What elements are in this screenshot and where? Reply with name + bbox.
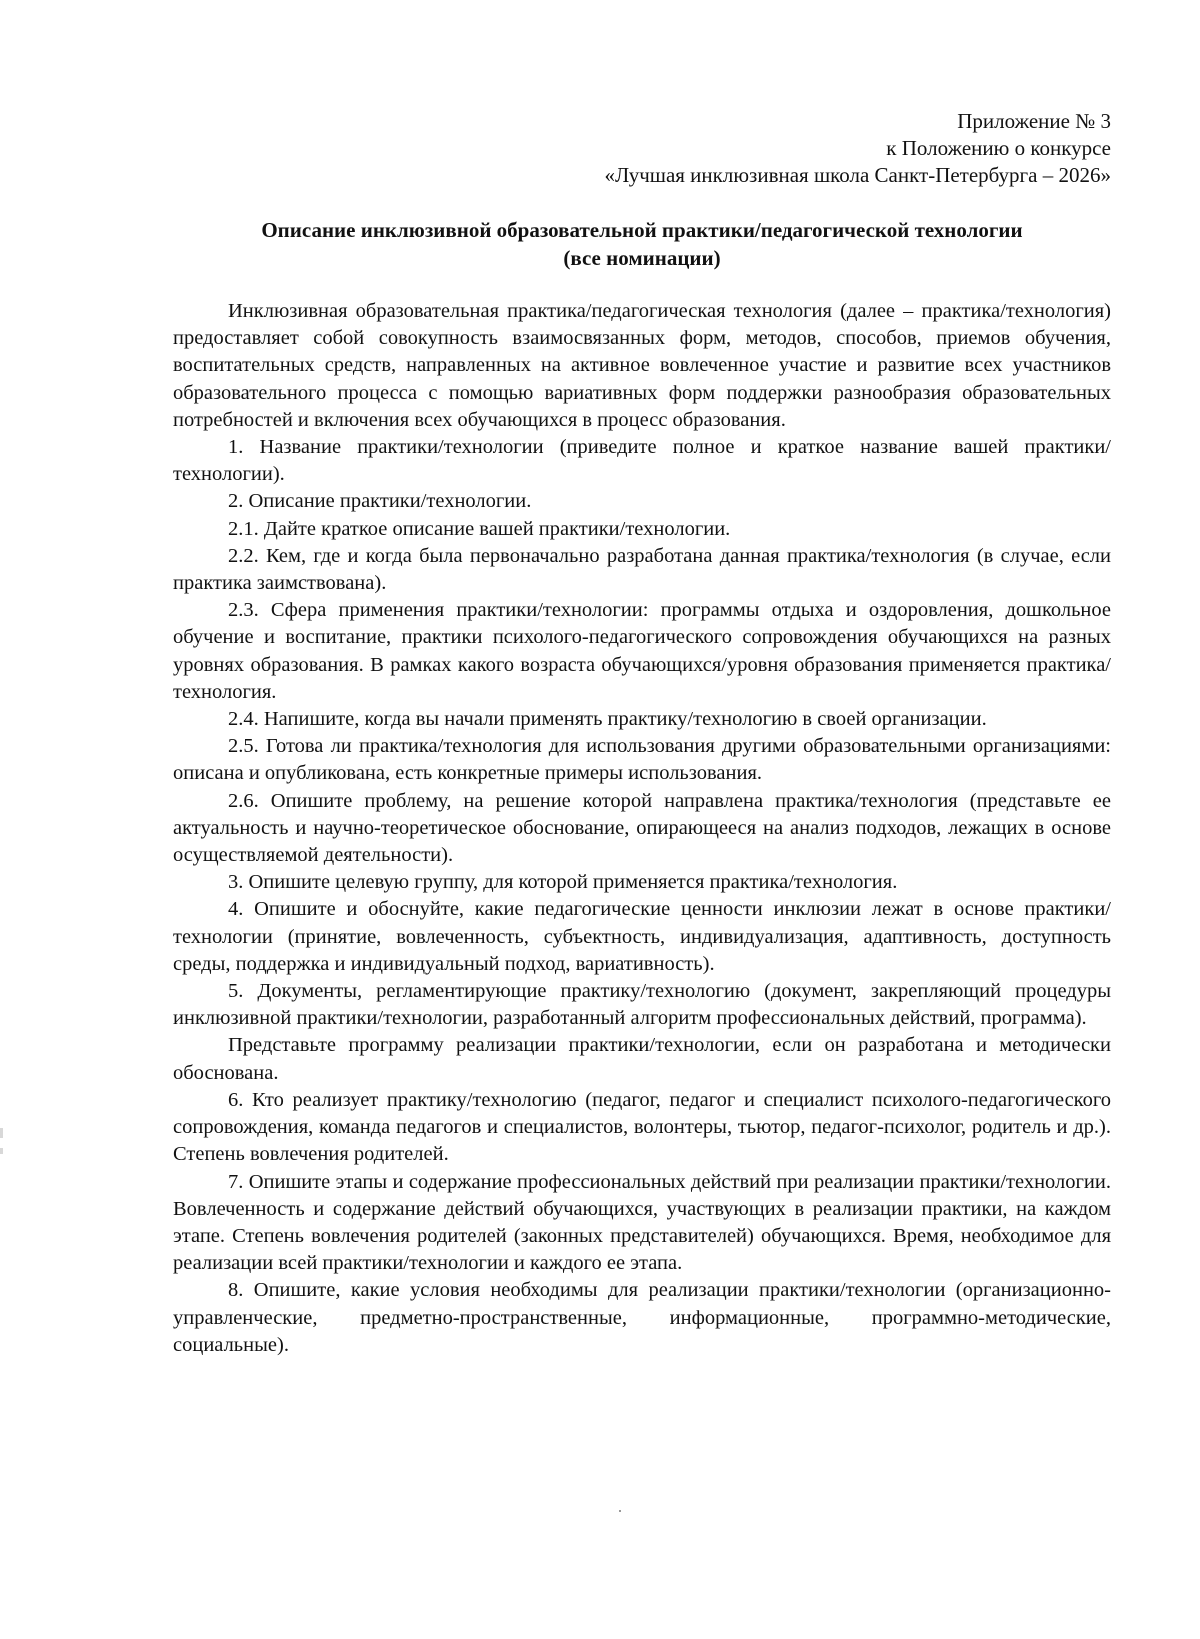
item-1-paragraph: 1. Название практики/технологии (приведите полное и краткое название вашей практики/технологии).	[173, 436, 1111, 486]
item-2-4-paragraph: 2.4. Напишите, когда вы начали применять практику/технологию в своей организации.	[228, 708, 987, 731]
scan-edge-mark	[0, 1128, 3, 1138]
item-2-paragraph: 2. Описание практики/технологии.	[228, 490, 532, 513]
item-2-6-paragraph: 2.6. Опишите проблему, на решение которой направлена практика/технология (представьте ее актуальность и научно-теоретическое обоснование, опирающееся на анализ подходов, лежащих в основе осуществляемой деятельности).	[173, 789, 1111, 867]
item-2-5-paragraph: 2.5. Готова ли практика/технология для использования другими образовательными организациями: описана и опубликована, есть конкретные примеры использования.	[173, 735, 1111, 785]
scan-dust	[619, 1510, 621, 1512]
intro-paragraph: Инклюзивная образовательная практика/педагогическая технология (далее – практика/технология) предоставляет собой совокупность взаимосвязанных форм, методов, способов, приемов обучения, воспитательных средств, направленных на активное вовлеченное участие и развитие всех участников образовательного процесса с помощью вариативных форм поддержки разнообразия образовательных потребностей и включения всех обучающихся в процесс образования.	[173, 300, 1111, 431]
item-3-paragraph: 3. Опишите целевую группу, для которой применяется практика/технология.	[228, 871, 898, 894]
appendix-number: Приложение № 3	[957, 109, 1111, 133]
item-4-paragraph: 4. Опишите и обоснуйте, какие педагогические ценности инклюзии лежат в основе практики/технологии (принятие, вовлеченность, субъектность, индивидуализация, адаптивность, доступность среды, поддержка и индивидуальный подход, вариативность).	[173, 898, 1111, 975]
title-subline: (все номинации)	[563, 246, 721, 270]
item-6-paragraph: 6. Кто реализует практику/технологию (педагог, педагог и специалист психолого-педагогического сопровождения, команда педагогов и специалистов, волонтеры, тьютор, педагог-психолог, родитель и др.). Степень вовлечения родителей.	[173, 1088, 1111, 1166]
scan-edge-mark	[0, 1148, 3, 1154]
document-content	[173, 108, 1111, 1359]
item-8-paragraph: 8. Опишите, какие условия необходимы для реализации практики/технологии (организационно-управленческие, предметно-пространственные, информационные, программно-методические, социальные).	[173, 1279, 1111, 1356]
program-paragraph: Представьте программу реализации практики/технологии, если он разработана и методически обоснована.	[173, 1034, 1111, 1084]
item-2-1-paragraph: 2.1. Дайте краткое описание вашей практики/технологии.	[228, 517, 731, 540]
item-5-paragraph: 5. Документы, регламентирующие практику/технологию (документ, закрепляющий процедуры инклюзивной практики/технологии, разработанный алгоритм профессиональных действий, программа).	[173, 980, 1111, 1030]
appendix-contest-name: «Лучшая инклюзивная школа Санкт-Петербурга – 2026»	[604, 163, 1111, 187]
document-body	[173, 298, 1111, 1359]
appendix-header	[173, 108, 1111, 189]
item-7-paragraph: 7. Опишите этапы и содержание профессиональных действий при реализации практики/технологии. Вовлеченность и содержание действий обучающихся, участвующих в реализации практики, на каждом этапе. Степень вовлечения родителей (законных представителей) обучающихся. Время, необходимое для реализации всей практики/технологии и каждого ее этапа.	[173, 1170, 1111, 1275]
item-2-2-paragraph: 2.2. Кем, где и когда была первоначально разработана данная практика/технология (в случае, если практика заимствована).	[173, 544, 1111, 595]
item-2-3-paragraph: 2.3. Сфера применения практики/технологии: программы отдыха и оздоровления, дошкольное обучение и воспитание, практики психолого-педагогического сопровождения обучающихся на разных уровнях образования. В рамках какого возраста обучающихся/уровня образования применяется практика/технология.	[173, 599, 1111, 703]
document-title	[173, 216, 1111, 272]
title-line: Описание инклюзивной образовательной практики/педагогической технологии	[261, 218, 1023, 242]
appendix-reference: к Положению о конкурсе	[886, 136, 1111, 160]
